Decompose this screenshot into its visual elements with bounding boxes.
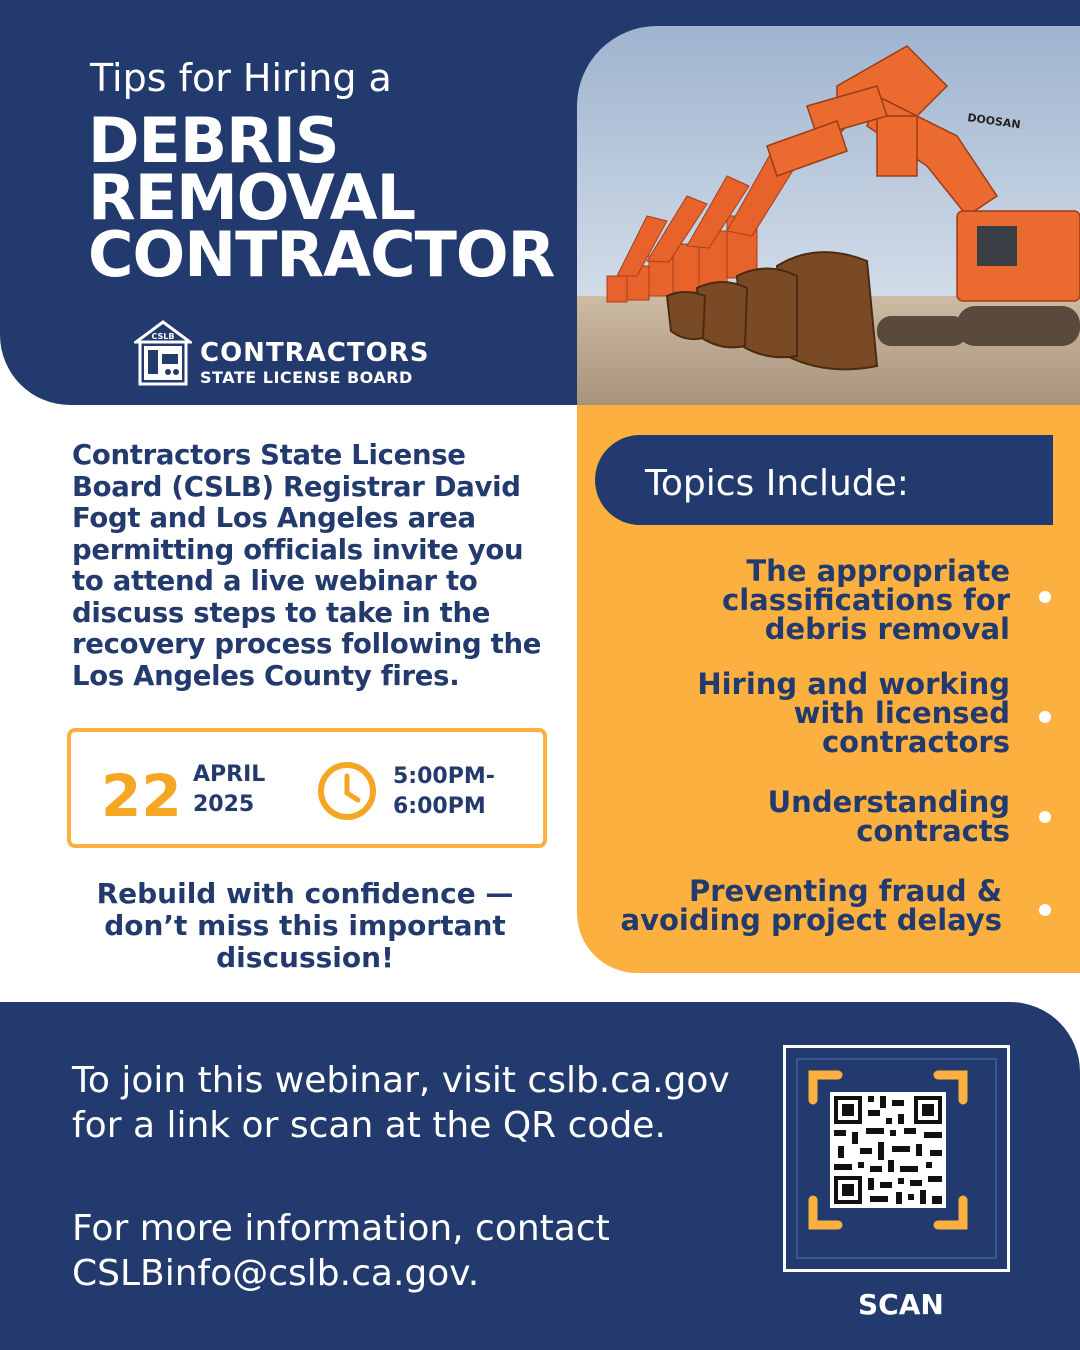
- bullet-icon: [1039, 711, 1051, 723]
- scan-label: SCAN: [858, 1288, 944, 1321]
- bullet-icon: [1039, 591, 1051, 603]
- topic-line: contractors: [821, 725, 1010, 759]
- topic-item-fraud: [620, 874, 1003, 937]
- topic-item-hiring: [697, 667, 1010, 759]
- event-day: 22: [101, 762, 182, 830]
- topic-line: Preventing fraud &: [688, 874, 1002, 908]
- topic-line: debris removal: [764, 612, 1010, 646]
- topic-line: with licensed: [793, 696, 1010, 730]
- rebuild-line-1: Rebuild with confidence —: [96, 877, 514, 910]
- event-month: APRIL: [193, 762, 266, 787]
- bullet-icon: [1039, 904, 1051, 916]
- clock-icon: [316, 760, 378, 822]
- event-date-box: [67, 728, 547, 848]
- qr-code-icon[interactable]: [808, 1070, 968, 1230]
- logo-mark-text: CSLB: [151, 332, 175, 341]
- topic-item-classifications: [722, 554, 1010, 646]
- subtitle: Tips for Hiring a: [90, 56, 392, 100]
- title-line-2: REMOVAL: [88, 161, 416, 234]
- event-time-end: 6:00PM: [393, 794, 486, 819]
- topic-line: Hiring and working: [697, 667, 1010, 701]
- cab-window: [977, 226, 1017, 266]
- topic-line: Understanding: [767, 785, 1010, 819]
- qr-code-frame[interactable]: [783, 1045, 1010, 1272]
- cslb-logo: [134, 320, 474, 386]
- bullet-icon: [1039, 811, 1051, 823]
- title-line-3: CONTRACTOR: [88, 218, 555, 291]
- excavators-photo: [577, 26, 1080, 405]
- excavators-illustration: [577, 26, 1080, 405]
- topic-line: contracts: [856, 814, 1010, 848]
- brand-text: DOOSAN: [966, 111, 1022, 132]
- logo-line-1: CONTRACTORS: [200, 338, 430, 368]
- topic-item-contracts: [767, 785, 1010, 848]
- rebuild-line-2: don’t miss this important: [104, 909, 506, 942]
- intro-paragraph: Contractors State License Board (CSLB) Registrar David Fogt and Los Angeles area permitting officials invite you to attend a live webinar to discuss steps to take in the recovery process following the Los Angeles County fires.: [72, 439, 542, 692]
- title-line-1: DEBRIS: [88, 104, 339, 177]
- join-instructions: To join this webinar, visit cslb.ca.gov for a link or scan at the QR code.: [72, 1060, 730, 1146]
- cslb-house-icon: [134, 320, 192, 386]
- contact-info[interactable]: For more information, contact CSLBinfo@cslb.ca.gov.: [72, 1208, 610, 1294]
- topics-panel: [577, 405, 1080, 973]
- topic-line: avoiding project delays: [620, 903, 1002, 937]
- topics-heading: [595, 435, 1053, 525]
- topic-line: classifications for: [722, 583, 1010, 617]
- event-time-start: 5:00PM-: [393, 764, 495, 789]
- rebuild-message: [60, 878, 550, 974]
- footer-banner: [0, 1002, 1080, 1350]
- topics-heading-text: Topics Include:: [645, 463, 909, 504]
- rebuild-line-3: discussion!: [216, 941, 394, 974]
- page-title: [88, 104, 555, 291]
- topic-line: The appropriate: [746, 554, 1010, 588]
- event-year: 2025: [193, 792, 255, 817]
- logo-line-2: STATE LICENSE BOARD: [200, 368, 413, 387]
